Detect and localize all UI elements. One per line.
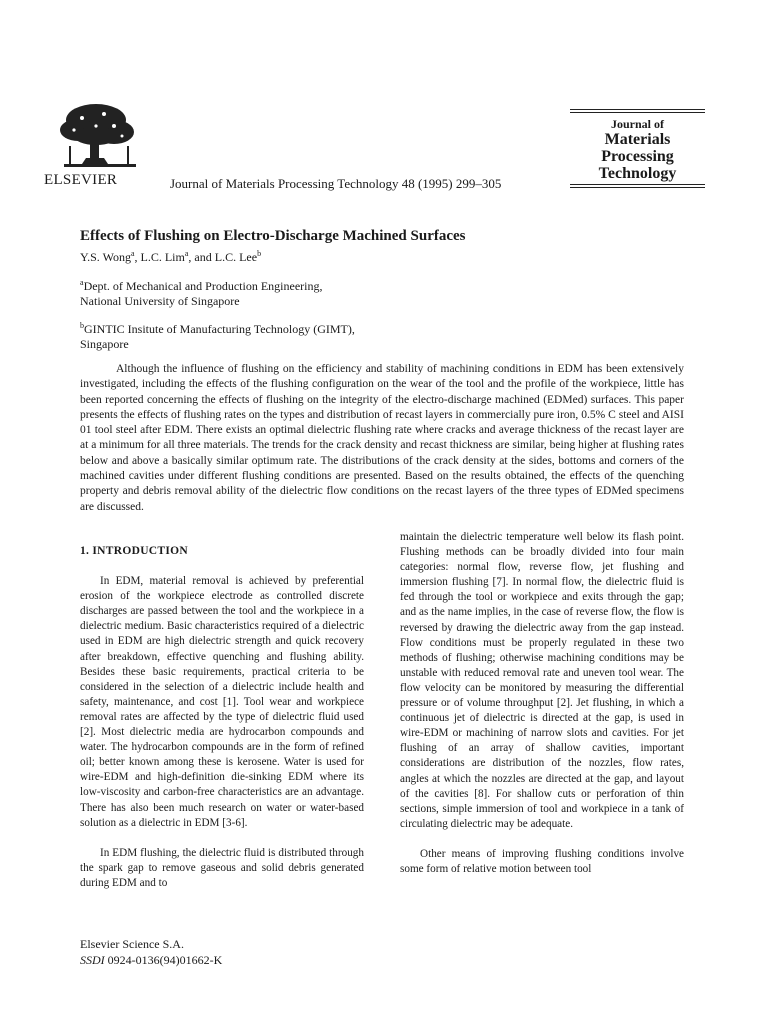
affiliation-b bbox=[80, 322, 355, 352]
journal-citation: Journal of Materials Processing Technology 48 (1995) 299–305 bbox=[170, 176, 502, 191]
ssdi-label: SSDI bbox=[80, 953, 105, 967]
author-separator: , bbox=[134, 250, 141, 264]
affiliation-line: Singapore bbox=[80, 337, 129, 351]
rule bbox=[570, 184, 705, 185]
author-list bbox=[80, 250, 261, 265]
footer-publisher: Elsevier Science S.A. bbox=[80, 937, 184, 951]
left-column bbox=[80, 544, 364, 891]
author-affiliation-mark: b bbox=[257, 249, 262, 258]
body-paragraph: Other means of improving flushing conditions involve some form of relative motion between tool bbox=[400, 847, 684, 875]
publisher-name: ELSEVIER bbox=[44, 172, 118, 188]
body-paragraph: In EDM, material removal is achieved by preferential erosion of the workpiece electrode as controlled discrete discharges are passed between the tool and the workpiece in a dielectric medium. Basic characteristics required of a dielectric used in EDM are high dielectric strength and quick recovery after breakdown, effective quenching and flushing ability. Besides these basic requirements, practical criteria to be considered in the selection of a dielectric include health and safety, maintenance, and cost [1]. Tool wear and workpiece removal rates are affected by the type of dielectric fluid used [2]. Most dielectric media are hydrocarbon compounds and water. The hydrocarbon compounds are in the form of refined oil; better known among these is kerosene. Water is used for wire-EDM and high-definition die-sinking EDM where its low-viscosity and carbon-free characteristics are an advantage. There has also been much research on water or water-based solution as a dielectric in EDM [3-6]. bbox=[80, 575, 364, 829]
elsevier-tree-logo-icon bbox=[52, 100, 148, 172]
affiliation-line: Dept. of Mechanical and Production Engineering, bbox=[83, 279, 323, 293]
rule bbox=[570, 109, 705, 110]
journal-title-box bbox=[570, 107, 705, 190]
affiliation-line: GINTIC Insitute of Manufacturing Technology (GIMT), bbox=[84, 322, 355, 336]
section-heading: 1. INTRODUCTION bbox=[80, 545, 189, 557]
abstract: Although the influence of flushing on the efficiency and stability of machining conditions in EDM has been extensively investigated, including the effects of the flushing configuration on the wear of the tool and the profile of the workpiece, little has been reported concerning the effects of flushing on the integrity of the electro-discharge machined (EDMed) surfaces. This paper presents the effects of flushing rates on the types and distribution of recast layers in commercially pure iron, 0.5% C steel and AISI 01 tool steel after EDM. There exists an optimal dielectric flushing rate where cracks and average thickness of the recast layer are at a minimum for all three materials. The trends for the crack density and recast thickness are similar, being higher at flushing rates below and above a basically similar optimum rate. The distributions of the crack density at the sides, bottoms and corners of the machined cavities under different flushing conditions are presented. Based on the results obtained, the effects of the quenching property and debris removal ability of the dielectric flow conditions on the recast layers of the three types of EDMed specimens are discussed. bbox=[80, 363, 684, 513]
article-title: Effects of Flushing on Electro-Discharge Machined Surfaces bbox=[80, 228, 466, 244]
body-paragraph: maintain the dielectric temperature well below its flash point. Flushing methods can be broadly divided into four main categories: normal flow, reverse flow, jet flushing and immersion flushing [7]. In normal flow, the dielectric fluid is fed through the tool or workpiece and exits through the gap; and as the name implies, in the case of reverse flow, the flow is reversed by drawing the dielectric away from the gap instead. Flow conditions must be properly regulated in these two methods of flushing; otherwise machining conditions may be unstable with reduced removal rate and uneven tool wear. The flow velocity can be monitored by measuring the differential pressure or of volume throughput [2]. Jet flushing, in which a continuous jet of dielectric is directed at the gap, is used in wire-EDM or machining of narrow slots and cavities. For jet flushing of an array of shallow cavities, important considerations are distribution of the nozzles, flow rates, angles at which the nozzles are directed at the gap, and layout of the cavities [8]. For shallow cuts or perforation of thin sections, simple immersion of tool and workpiece in a tank of circulating dielectric may be adequate. bbox=[400, 531, 684, 830]
affiliation-a bbox=[80, 279, 323, 309]
affiliation-line: National University of Singapore bbox=[80, 294, 240, 308]
rule bbox=[570, 112, 705, 113]
author-separator: , and bbox=[188, 250, 215, 264]
footer bbox=[80, 936, 222, 968]
author-name: L.C. Lim bbox=[140, 250, 185, 264]
journal-title-line: Processing bbox=[601, 148, 674, 165]
author-name: L.C. Lee bbox=[214, 250, 258, 264]
affiliation-mark: a bbox=[80, 278, 84, 287]
ssdi-value: 0924-0136(94)01662-K bbox=[107, 953, 223, 967]
journal-title-line: Technology bbox=[598, 165, 677, 182]
journal-title-line: Journal of bbox=[610, 117, 664, 131]
affiliation-mark: b bbox=[80, 321, 84, 330]
author-name: Y.S. Wong bbox=[80, 250, 131, 264]
author-affiliation-mark: a bbox=[130, 249, 135, 258]
right-column bbox=[400, 530, 684, 877]
rule bbox=[570, 187, 705, 188]
journal-title-line: Materials bbox=[604, 131, 671, 148]
author-affiliation-mark: a bbox=[184, 249, 189, 258]
body-paragraph: In EDM flushing, the dielectric fluid is distributed through the spark gap to remove gaseous and solid debris generated during EDM and to bbox=[80, 846, 364, 889]
